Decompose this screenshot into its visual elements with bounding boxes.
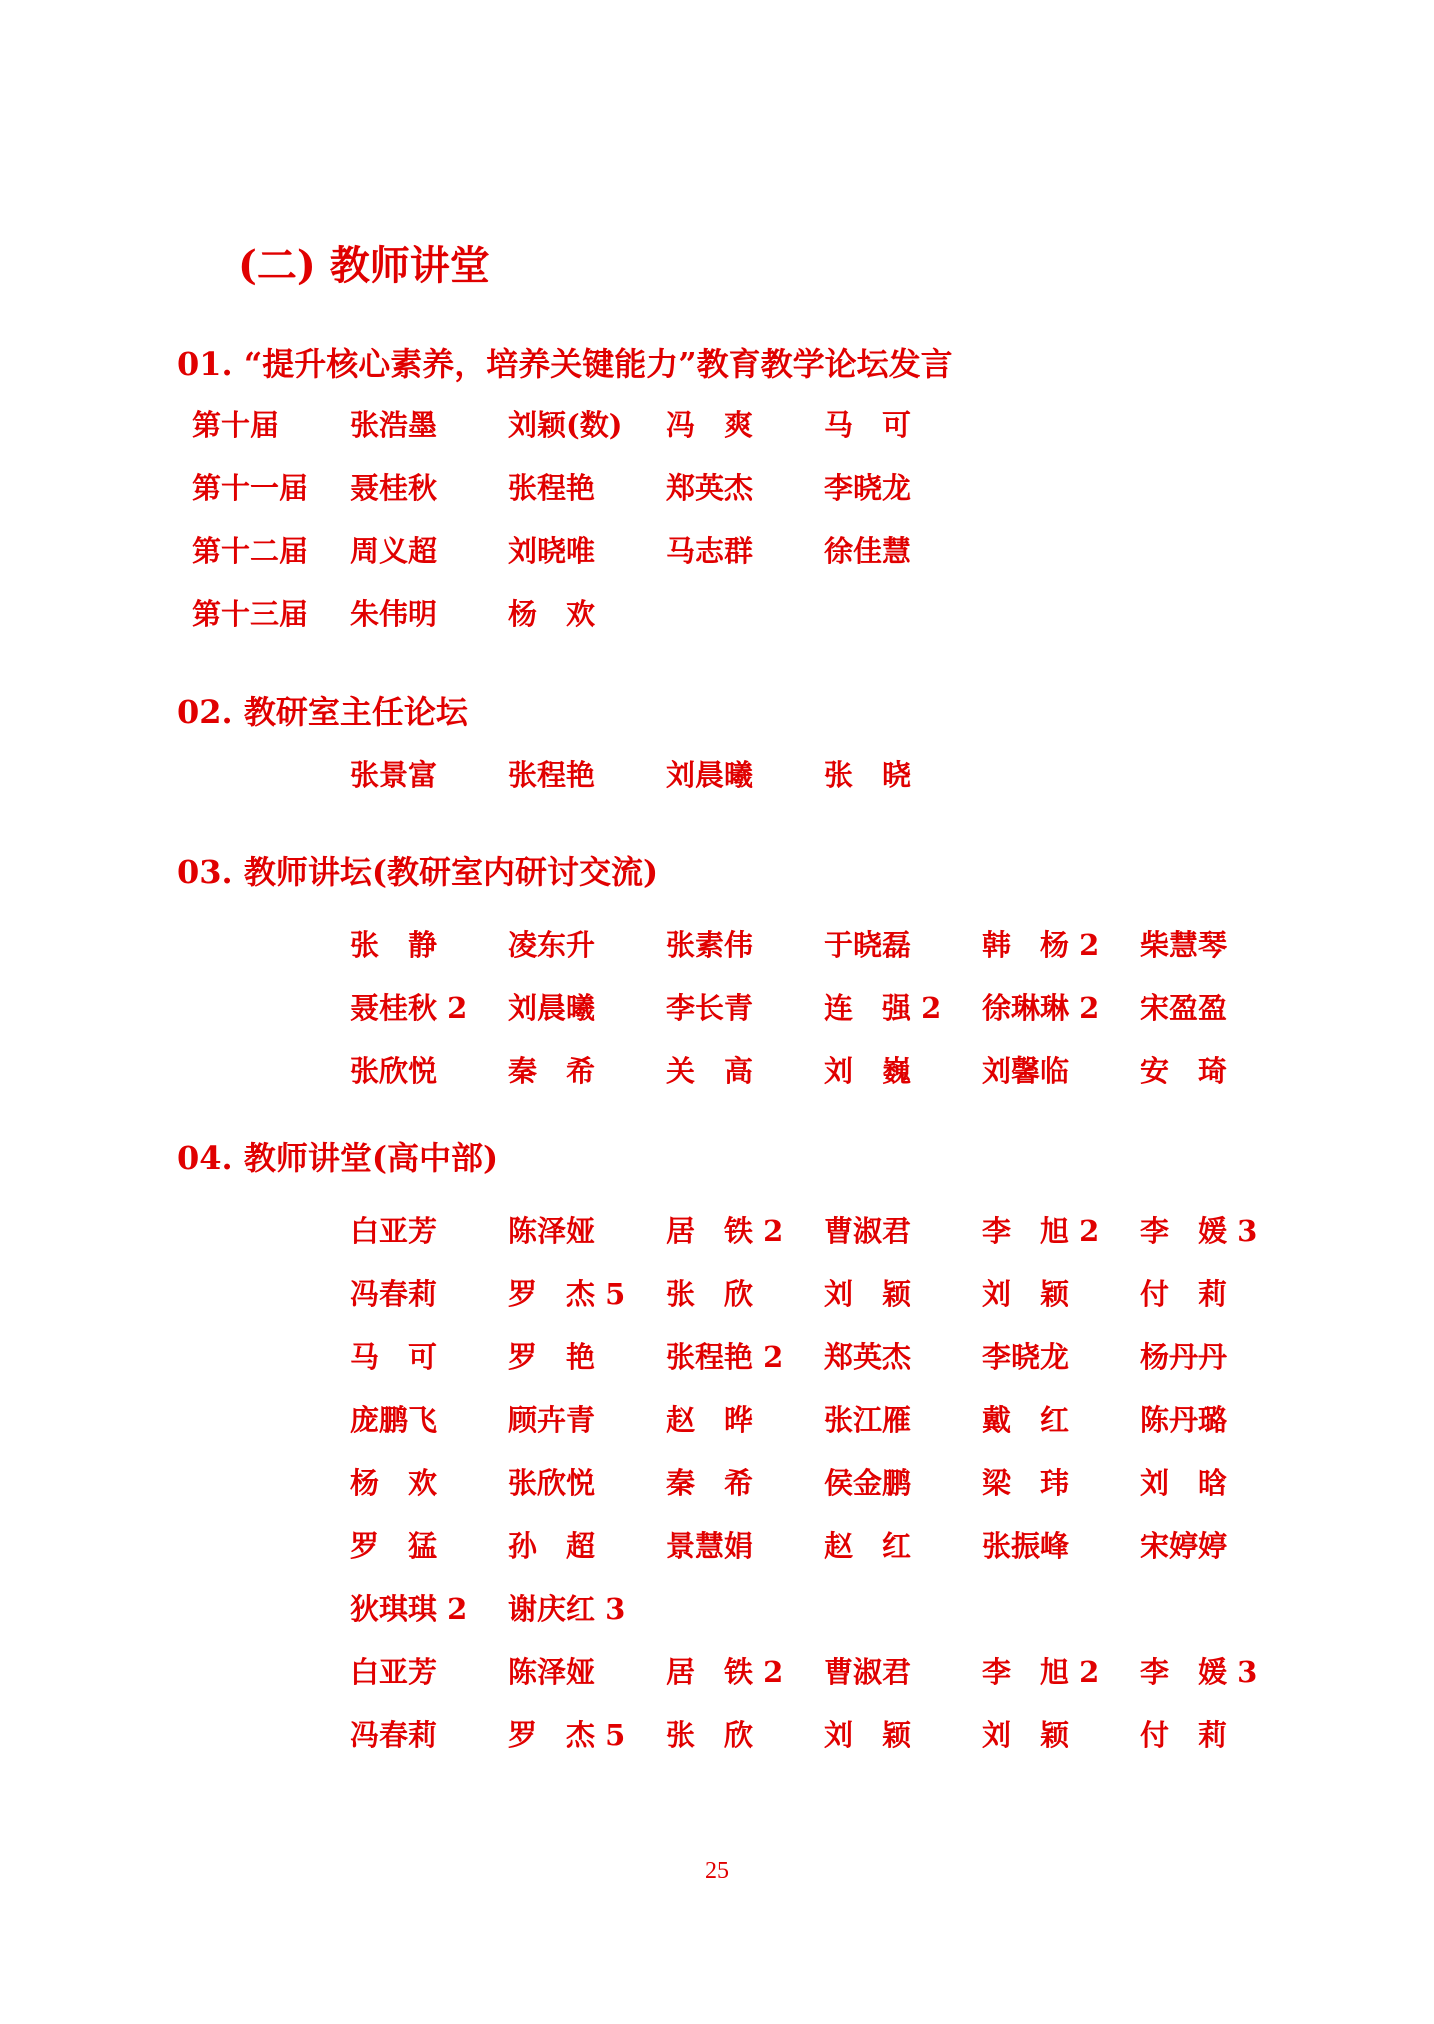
teacher-name: 刘 晗 [1140,1466,1228,1500]
teacher-name: 庞鹏飞 [350,1403,438,1437]
teacher-name: 徐佳慧 [824,534,912,568]
teacher-name: 马 可 [824,408,912,442]
teacher-name: 刘晨曦 [508,991,596,1025]
teacher-name: 张程艳 2 [666,1340,784,1374]
teacher-name: 郑英杰 [824,1340,912,1374]
teacher-name: 冯春莉 [350,1277,438,1311]
teacher-name: 陈泽娅 [508,1655,596,1689]
teacher-name: 白亚芳 [350,1214,438,1248]
teacher-name: 白亚芳 [350,1655,438,1689]
teacher-name: 刘颖(数) [508,408,623,442]
teacher-name: 马志群 [666,534,754,568]
session-label: 第十二届 [192,534,309,568]
teacher-name: 赵 晔 [666,1403,754,1437]
teacher-name: 李晓龙 [824,471,912,505]
page-number: 25 [705,1858,729,1884]
session-label: 第十三届 [192,597,309,631]
teacher-name: 罗 杰 5 [508,1277,626,1311]
teacher-name: 刘晨曦 [666,758,754,792]
teacher-name: 顾卉青 [508,1403,596,1437]
teacher-name: 关 高 [666,1054,754,1088]
teacher-name: 曹淑君 [824,1214,912,1248]
teacher-name: 狄琪琪 2 [350,1592,468,1626]
session-label: 第十届 [192,408,280,442]
section-title: (二) 教师讲堂 [238,242,490,289]
teacher-name: 于晓磊 [824,928,912,962]
teacher-name: 张 晓 [824,758,912,792]
teacher-name: 秦 希 [508,1054,596,1088]
teacher-name: 居 铁 2 [666,1214,784,1248]
teacher-name: 李 旭 2 [982,1655,1100,1689]
teacher-name: 谢庆红 3 [508,1592,626,1626]
teacher-name: 陈泽娅 [508,1214,596,1248]
teacher-name: 凌东升 [508,928,596,962]
teacher-name: 罗 艳 [508,1340,596,1374]
teacher-name: 刘 颖 [824,1277,912,1311]
teacher-name: 张 欣 [666,1277,754,1311]
teacher-name: 罗 猛 [350,1529,438,1563]
teacher-name: 杨 欢 [350,1466,438,1500]
teacher-name: 刘 巍 [824,1054,912,1088]
teacher-name: 马 可 [350,1340,438,1374]
teacher-name: 张浩墨 [350,408,438,442]
teacher-name: 景慧娟 [666,1529,754,1563]
teacher-name: 罗 杰 5 [508,1718,626,1752]
section-heading: 04. 教师讲堂(高中部) [177,1139,499,1177]
teacher-name: 张程艳 [508,471,596,505]
teacher-name: 李 媛 3 [1140,1655,1258,1689]
section-heading: 02. 教研室主任论坛 [177,693,468,731]
teacher-name: 宋盈盈 [1140,991,1228,1025]
teacher-name: 居 铁 2 [666,1655,784,1689]
teacher-name: 曹淑君 [824,1655,912,1689]
teacher-name: 刘晓唯 [508,534,596,568]
teacher-name: 李长青 [666,991,754,1025]
teacher-name: 秦 希 [666,1466,754,1500]
teacher-name: 聂桂秋 2 [350,991,468,1025]
teacher-name: 张景富 [350,758,438,792]
section-heading: 01. “提升核心素养，培养关键能力”教育教学论坛发言 [177,345,953,383]
teacher-name: 侯金鹏 [824,1466,912,1500]
teacher-name: 冯春莉 [350,1718,438,1752]
teacher-name: 聂桂秋 [350,471,438,505]
teacher-name: 张 欣 [666,1718,754,1752]
teacher-name: 宋婷婷 [1140,1529,1228,1563]
teacher-name: 杨 欢 [508,597,596,631]
teacher-name: 付 莉 [1140,1277,1228,1311]
teacher-name: 杨丹丹 [1140,1340,1228,1374]
teacher-name: 刘 颖 [982,1718,1070,1752]
teacher-name: 刘 颖 [982,1277,1070,1311]
session-label: 第十一届 [192,471,309,505]
teacher-name: 李晓龙 [982,1340,1070,1374]
teacher-name: 郑英杰 [666,471,754,505]
teacher-name: 张振峰 [982,1529,1070,1563]
teacher-name: 戴 红 [982,1403,1070,1437]
teacher-name: 张程艳 [508,758,596,792]
teacher-name: 张欣悦 [508,1466,596,1500]
teacher-name: 柴慧琴 [1140,928,1228,962]
teacher-name: 安 琦 [1140,1054,1228,1088]
teacher-name: 徐琳琳 2 [982,991,1100,1025]
teacher-name: 张江雁 [824,1403,912,1437]
teacher-name: 张素伟 [666,928,754,962]
teacher-name: 梁 玮 [982,1466,1070,1500]
teacher-name: 刘馨临 [982,1054,1070,1088]
teacher-name: 李 媛 3 [1140,1214,1258,1248]
teacher-name: 赵 红 [824,1529,912,1563]
teacher-name: 陈丹璐 [1140,1403,1228,1437]
teacher-name: 韩 杨 2 [982,928,1100,962]
teacher-name: 朱伟明 [350,597,438,631]
teacher-name: 周义超 [350,534,438,568]
teacher-name: 张 静 [350,928,438,962]
section-heading: 03. 教师讲坛(教研室内研讨交流) [177,853,659,891]
teacher-name: 李 旭 2 [982,1214,1100,1248]
teacher-name: 孙 超 [508,1529,596,1563]
teacher-name: 冯 爽 [666,408,754,442]
teacher-name: 刘 颖 [824,1718,912,1752]
teacher-name: 连 强 2 [824,991,942,1025]
teacher-name: 付 莉 [1140,1718,1228,1752]
teacher-name: 张欣悦 [350,1054,438,1088]
